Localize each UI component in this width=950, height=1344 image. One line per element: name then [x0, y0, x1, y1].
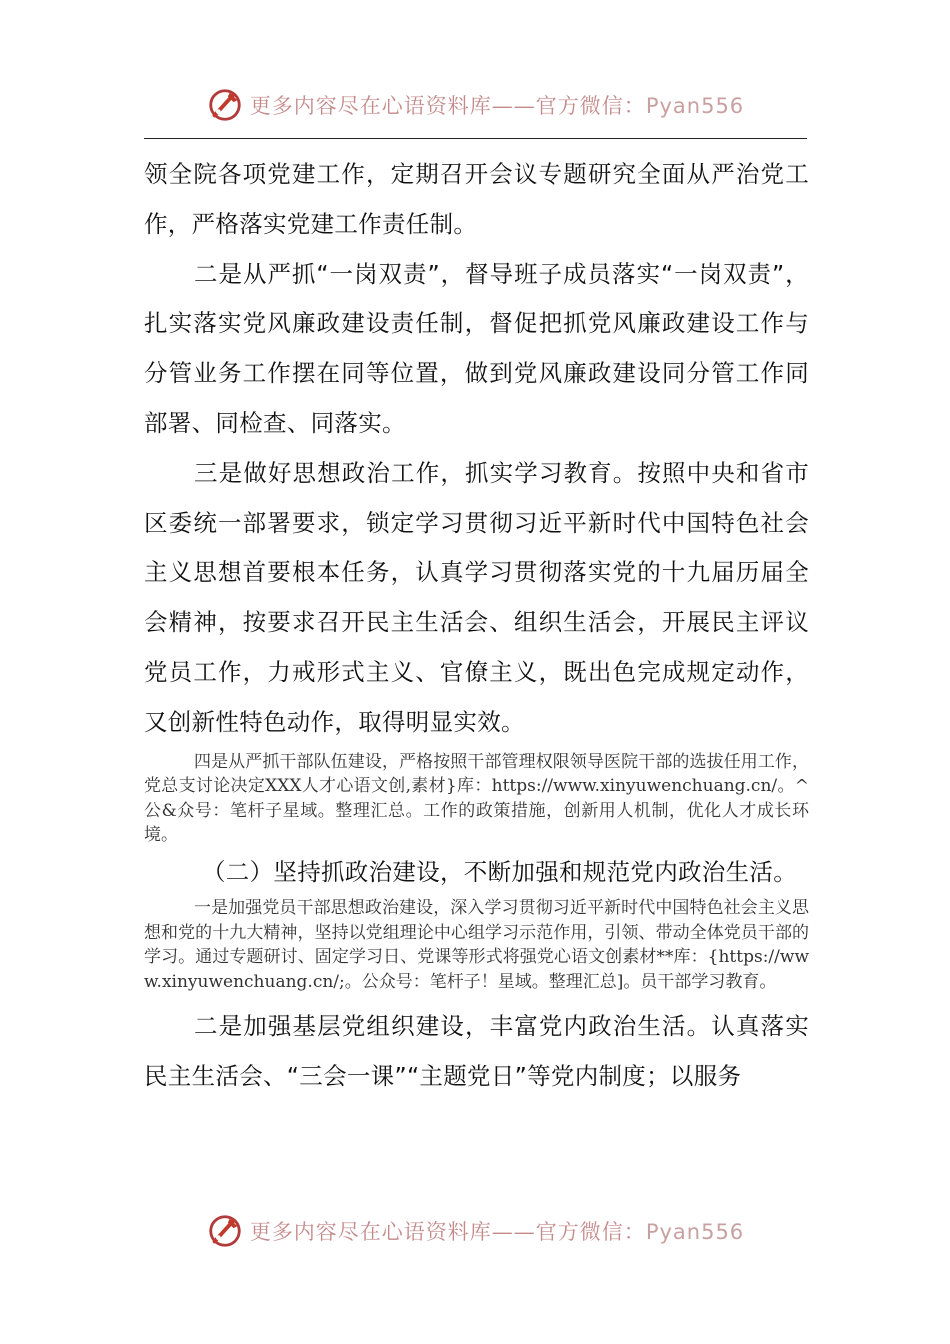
wechat-id: Pyan556 [645, 94, 745, 118]
paragraph-continuation: 领全院各项党建工作，定期召开会议专题研究全面从严治党工作，严格落实党建工作责任制。 [144, 160, 809, 238]
banner-text: 更多内容尽在心语资料库——官方微信：Pyan556 [249, 1220, 745, 1244]
paragraph-three: 三是做好思想政治工作，抓实学习教育。按照中央和省市区委统一部署要求，锁定学习贯彻习近平新时代中国特色社会主义思想首要根本任务，认真学习贯彻落实党的十九届历届全会精神，按要求召开民主生活会、组织生活会，开展民主评议党员工作，力戒形式主义、官僚主义，既出色完成规定动作，又创新性特色动作，取得明显实效。 [144, 458, 809, 736]
paragraph-five: 一是加强党员干部思想政治建设，深入学习贯彻习近平新时代中国特色社会主义思想和党的十九大精神，坚持以党组理论中心组学习示范作用，引领、带动全体党员干部的学习。通过专题研讨、固定学习日、党课等形式将强党心语文创素材**库：{https://www.xinyuwenchuang.cn/;。公众号：笔杆子！星域。整理汇总]。员干部学习教育。 [144, 897, 809, 992]
paragraph-six: 二是加强基层党组织建设，丰富党内政治生活。认真落实民主生活会、“三会一课”“主题党日”等党内制度；以服务 [144, 1012, 809, 1091]
banner-text: 更多内容尽在心语资料库——官方微信：Pyan556 [249, 94, 745, 118]
footer-banner [0, 1206, 950, 1256]
header-divider [144, 138, 807, 139]
header-banner [0, 80, 950, 130]
wechat-id: Pyan556 [645, 1220, 745, 1244]
document-body [144, 150, 809, 1102]
pen-logo-icon [206, 1212, 244, 1250]
paragraph-two: 二是从严抓“一岗双责”，督导班子成员落实“一岗双责”，扎实落实党风廉政建设责任制，督促把抓党风廉政建设工作与分管业务工作摆在同等位置，做到党风廉政建设同分管工作同部署、同检查、同落实。 [144, 259, 809, 437]
section-heading: （二）坚持抓政治建设，不断加强和规范党内政治生活。 [202, 857, 797, 886]
pen-logo-icon [206, 86, 244, 124]
paragraph-four: 四是从严抓干部队伍建设，严格按照干部管理权限领导医院干部的选拔任用工作，党总支讨论决定XXX人才心语文创,素材}库：https://www.xinyuwenchuang.cn/。^公&众号：笔杆子星域。整理汇总。工作的政策措施，创新用人机制，优化人才成长环境。 [144, 751, 809, 846]
